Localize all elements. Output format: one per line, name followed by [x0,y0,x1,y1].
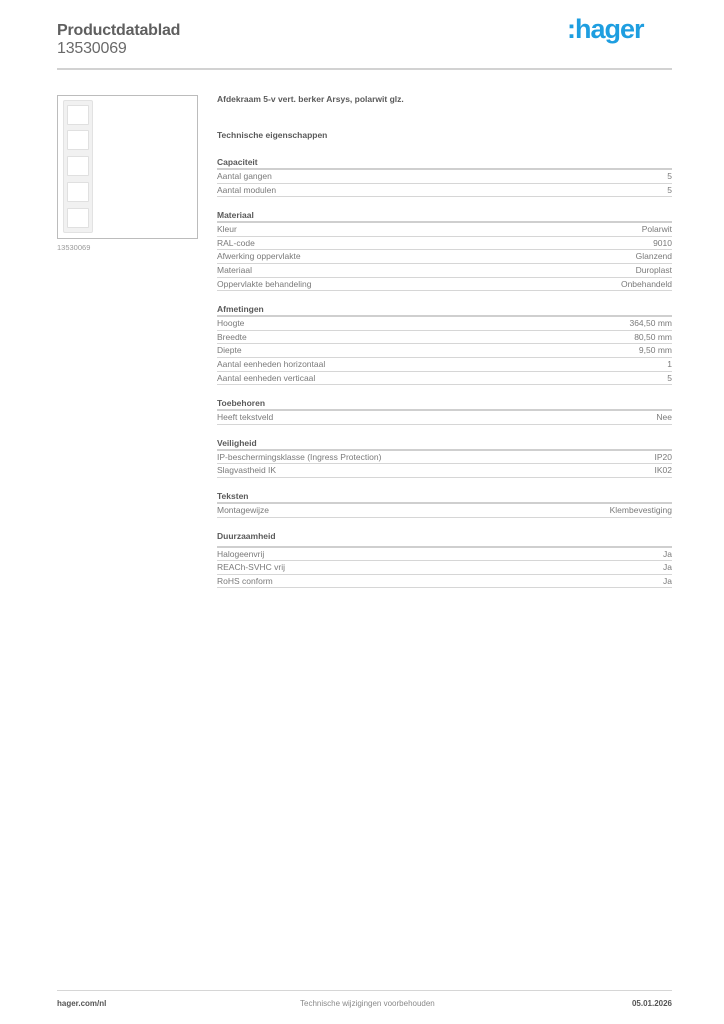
spec-row [217,411,672,425]
spec-row [217,317,672,331]
spec-label: Montagewijze [217,504,269,515]
group-title: Teksten [217,490,672,504]
spec-row [217,561,672,575]
spec-group-veiligheid [217,437,672,478]
section-title: Technische eigenschappen [217,130,328,140]
spec-value: IK02 [654,465,672,476]
spec-label: REACh-SVHC vrij [217,562,286,573]
frame-slot [67,182,89,202]
spec-group-afmetingen [217,303,672,385]
footer-website-link[interactable]: hager.com/nl [57,999,107,1008]
footer-divider [57,990,672,991]
group-title: Afmetingen [217,303,672,317]
frame-slot [67,156,89,176]
spec-value: 5 [667,171,672,181]
footer-disclaimer: Technische wijzigingen voorbehouden [300,999,435,1008]
spec-label: Slagvastheid IK [217,465,277,476]
spec-label: Afwerking oppervlakte [217,251,301,262]
spec-row [217,504,672,518]
spec-row [217,237,672,251]
spec-row [217,575,672,589]
cover-frame-illustration [63,100,93,233]
page-title: Productdatablad [57,22,181,39]
spec-label: Aantal modulen [217,184,277,195]
spec-value: Ja [663,562,672,573]
spec-value: Ja [663,575,672,586]
spec-label: Halogeenvrij [217,548,265,559]
spec-content [217,94,672,588]
spec-group-toebehoren [217,397,672,425]
spec-row [217,344,672,358]
spec-value: 9010 [653,237,672,248]
spec-label: Hoogte [217,318,245,329]
spec-group-teksten [217,490,672,518]
spec-row [217,331,672,345]
frame-slot [67,208,89,228]
spec-label: Heeft tekstveld [217,412,274,423]
hager-logo: :hager [567,14,644,44]
spec-row [217,451,672,465]
group-title: Materiaal [217,209,672,223]
spec-value: 364,50 mm [629,318,672,329]
spec-value: Nee [656,412,672,423]
spec-value: IP20 [654,451,672,462]
spec-row [217,170,672,184]
spec-group-duurzaamheid [217,530,672,589]
image-caption: 13530069 [57,243,91,252]
spec-label: Aantal eenheden verticaal [217,372,316,383]
footer-date: 05.01.2026 [631,999,672,1008]
spec-row [217,223,672,237]
spec-label: Aantal gangen [217,171,272,181]
group-title: Toebehoren [217,397,672,411]
spec-row [217,184,672,198]
spec-value: Polarwit [641,224,672,235]
spec-value: 5 [667,372,672,383]
spec-label: RAL-code [217,237,255,248]
spec-row [217,264,672,278]
spec-label: Aantal eenheden horizontaal [217,358,326,369]
spec-group-materiaal [217,209,672,291]
spec-row [217,358,672,372]
spec-label: IP-beschermingsklasse (Ingress Protection) [217,451,382,462]
spec-row [217,464,672,478]
group-title: Duurzaamheid [217,530,672,548]
product-number: 13530069 [57,40,127,57]
spec-value: 80,50 mm [634,331,672,342]
group-title: Capaciteit [217,156,672,170]
spec-value: 1 [667,358,672,369]
spec-value: 5 [667,184,672,195]
group-title: Veiligheid [217,437,672,451]
spec-label: Materiaal [217,264,252,275]
spec-label: Breedte [217,331,247,342]
product-name: Afdekraam 5-v vert. berker Arsys, polarwit glz. [217,94,404,104]
spec-value: Glanzend [635,251,672,262]
spec-row [217,372,672,386]
spec-group-capaciteit [217,156,672,197]
spec-row [217,250,672,264]
spec-label: Oppervlakte behandeling [217,278,312,289]
spec-value: Ja [663,548,672,559]
frame-slot [67,105,89,125]
spec-row [217,548,672,562]
spec-row [217,278,672,292]
spec-value: Klembevestiging [609,504,672,515]
spec-label: Diepte [217,345,242,356]
header-divider [57,68,672,70]
spec-value: Onbehandeld [620,278,672,289]
product-image [57,95,198,239]
spec-label: Kleur [217,224,237,235]
spec-label: RoHS conform [217,575,273,586]
frame-slot [67,130,89,150]
spec-value: Duroplast [635,264,672,275]
spec-value: 9,50 mm [638,345,672,356]
